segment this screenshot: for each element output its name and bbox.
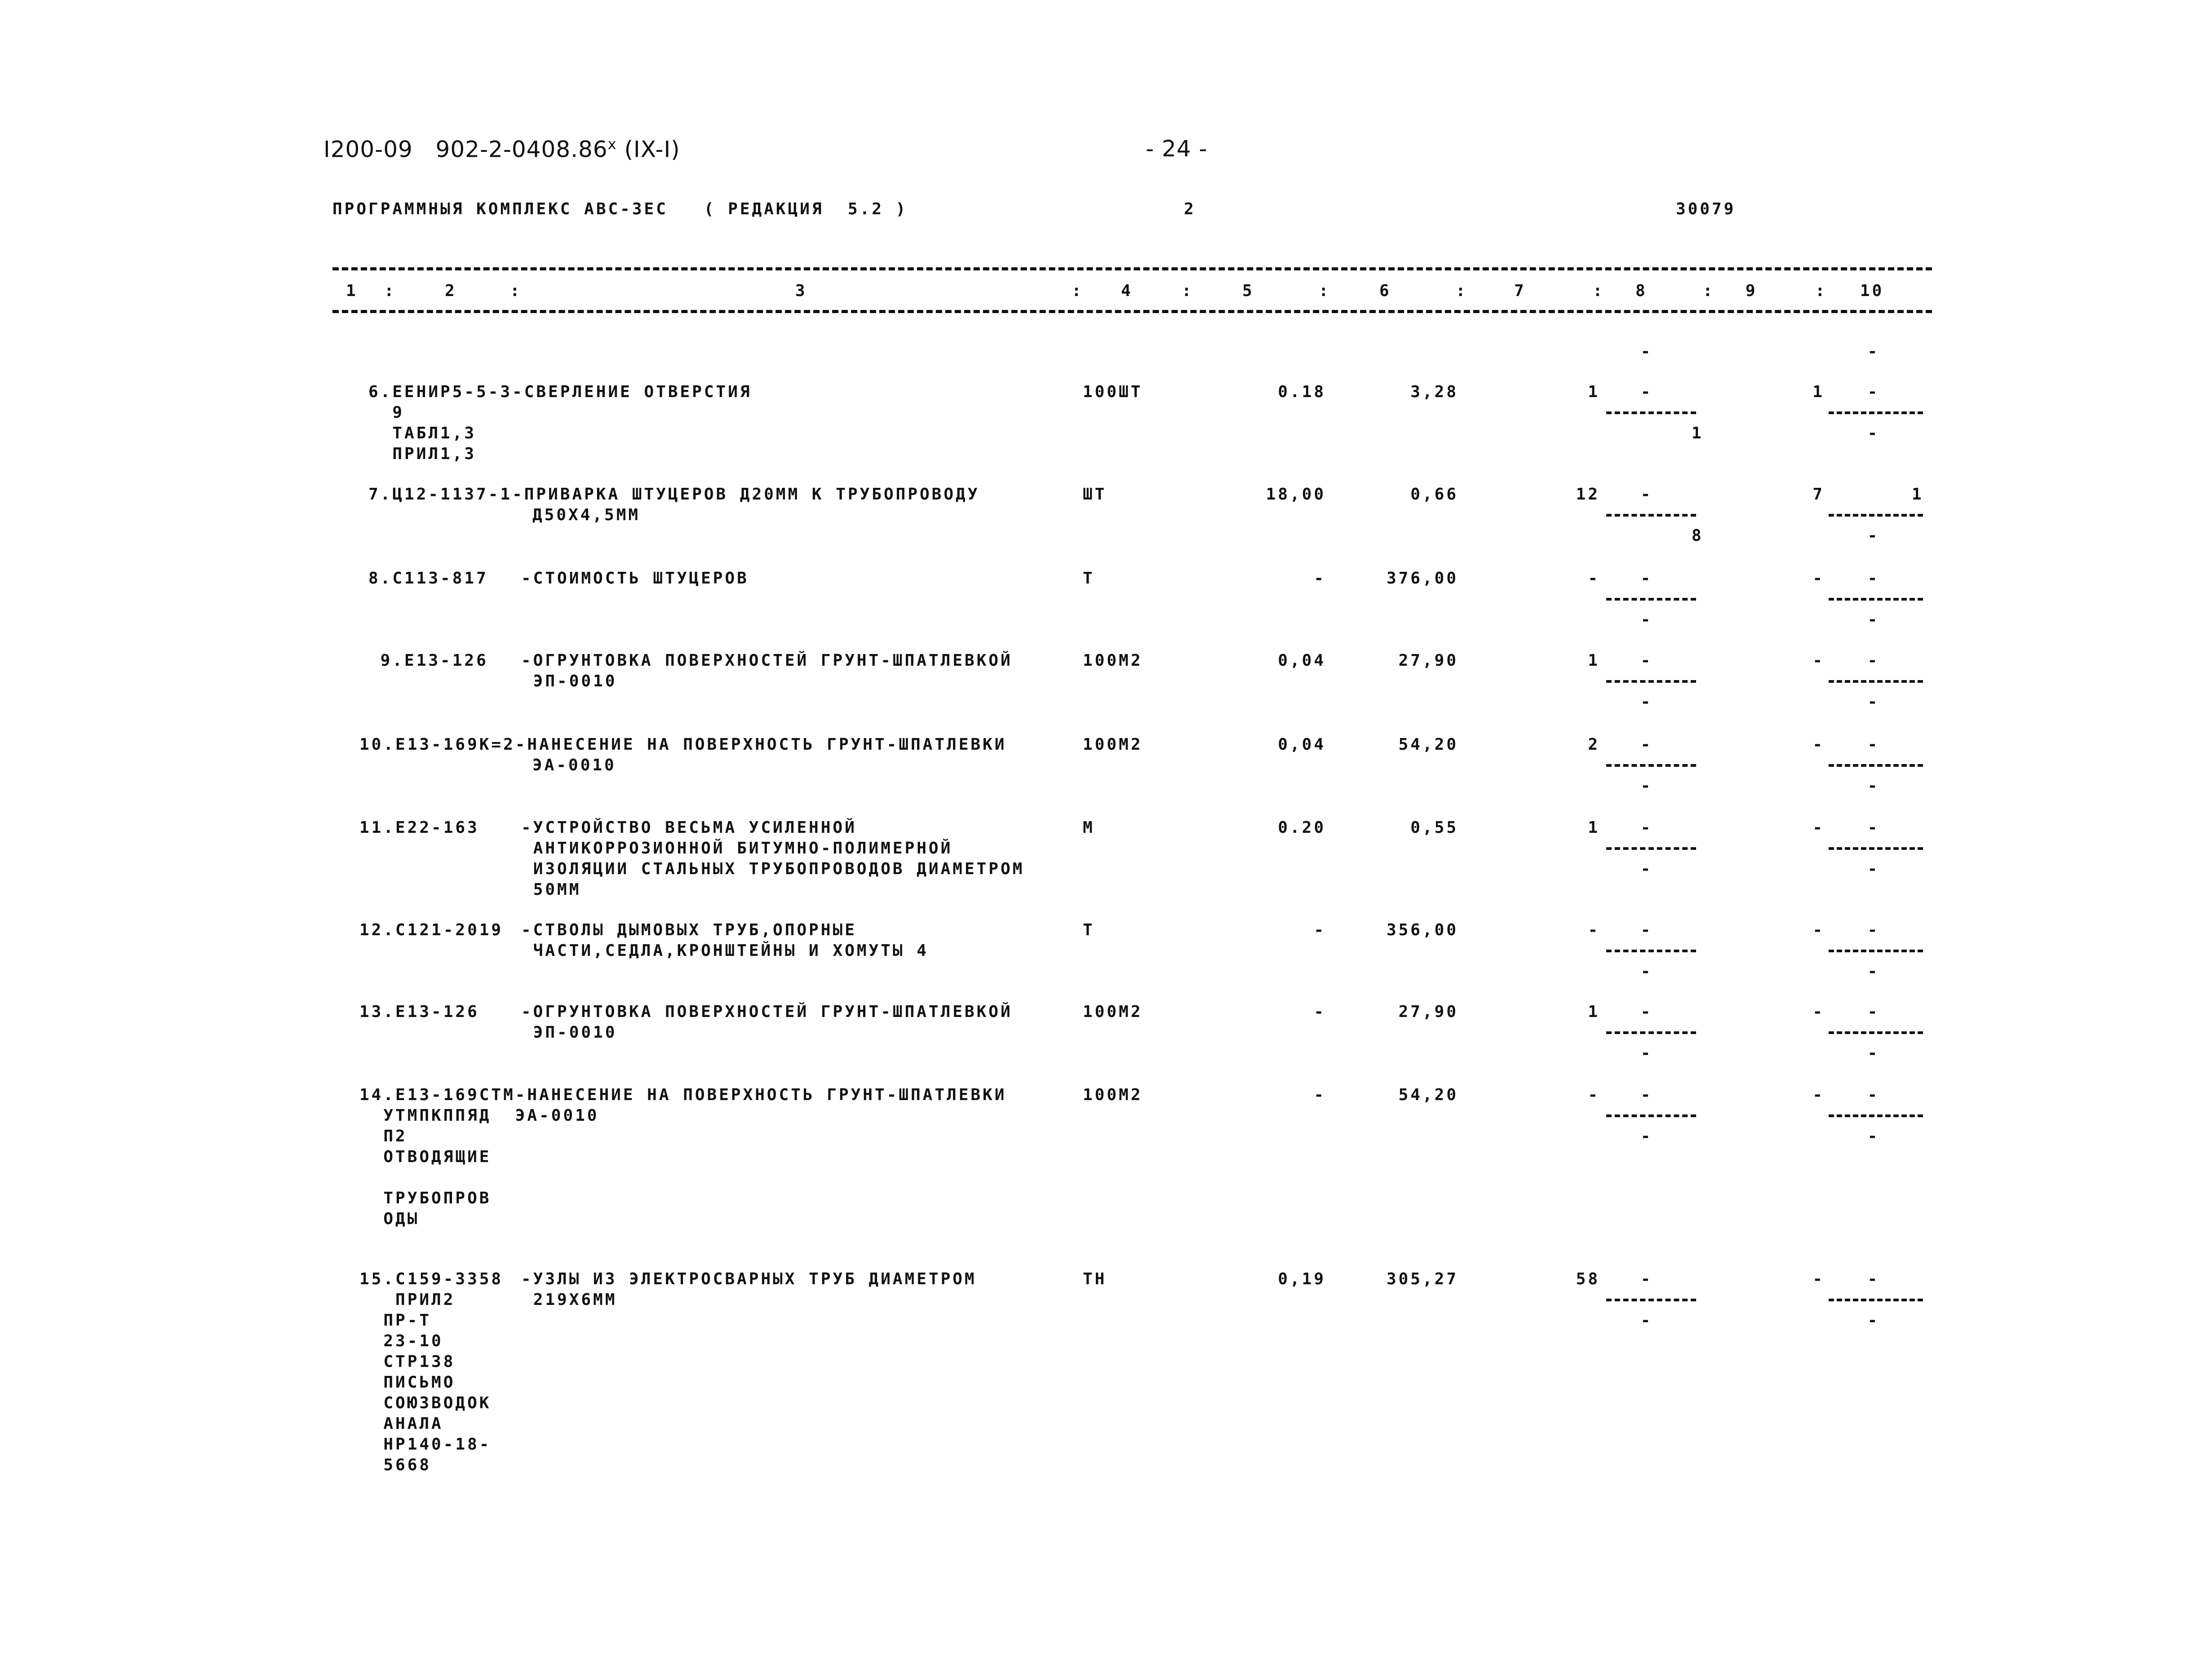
col-header-6: 6 bbox=[1379, 282, 1391, 300]
row-col7: 2 bbox=[1588, 735, 1600, 754]
row-col7: - bbox=[1588, 569, 1600, 588]
row-code: 7.Ц12-1137-1-ПРИВАРКА ШТУЦЕРОВ Д20ММ К ТРУБОПРОВОДУ bbox=[368, 485, 980, 504]
row-unit: М bbox=[1083, 818, 1095, 837]
row-col10-bottom: - bbox=[1867, 777, 1880, 795]
table-row bbox=[0, 818, 2193, 937]
row-col9: - bbox=[1812, 1003, 1825, 1021]
row-col8-top: - bbox=[1640, 1270, 1653, 1288]
row-col7: 1 bbox=[1588, 383, 1600, 401]
row-price: 3,28 bbox=[1410, 383, 1458, 401]
col-sep: : bbox=[1593, 282, 1605, 300]
row-col7: - bbox=[1588, 1086, 1600, 1104]
row-col10-top: 1 bbox=[1912, 485, 1924, 504]
row-quantity: 0,19 bbox=[1278, 1270, 1326, 1288]
col10-divider bbox=[1829, 1299, 1923, 1301]
row-col9: - bbox=[1812, 569, 1825, 588]
col-header-1: 1 bbox=[346, 282, 358, 300]
row-col8-bottom: - bbox=[1640, 1044, 1653, 1062]
program-title: ПРОГРАММНЫЯ КОМПЛЕКС АВС-ЗЕС ( РЕДАКЦИЯ 5.2 ) bbox=[332, 200, 908, 218]
row-price: 0,66 bbox=[1410, 485, 1458, 504]
table-row bbox=[0, 1085, 2193, 1228]
row-col8-bottom: - bbox=[1640, 693, 1653, 711]
doc-code: I200-09 902-2-0408.86$^x$ (IX-I) bbox=[323, 136, 680, 163]
row-unit: 100М2 bbox=[1083, 1086, 1143, 1104]
row-price: 27,90 bbox=[1398, 1003, 1458, 1021]
table-row bbox=[0, 1269, 2193, 1474]
row-col10-top: - bbox=[1867, 1270, 1880, 1288]
row-quantity: 0.18 bbox=[1278, 383, 1326, 401]
row-quantity: 0,04 bbox=[1278, 651, 1326, 670]
row-col8-bottom: 1 bbox=[1692, 424, 1704, 442]
row-description: -СТВОЛЫ ДЫМОВЫХ ТРУБ,ОПОРНЫЕ ЧАСТИ,СЕДЛА,КРОНШТЕЙНЫ И ХОМУТЫ 4 bbox=[521, 921, 929, 960]
sheet-number: 2 bbox=[1184, 200, 1196, 218]
row-description: -ОГРУНТОВКА ПОВЕРХНОСТЕЙ ГРУНТ-ШПАТЛЕВКОЙ ЭП-0010 bbox=[521, 1003, 1013, 1042]
col-header-9: 9 bbox=[1746, 282, 1758, 300]
col8-top-marker: - bbox=[1640, 342, 1653, 361]
col8-divider bbox=[1606, 950, 1696, 952]
col-header-5: 5 bbox=[1242, 282, 1254, 300]
table-top-rule bbox=[332, 267, 1932, 270]
page-number: - 24 - bbox=[1146, 136, 1208, 162]
row-col8-bottom: - bbox=[1640, 1127, 1653, 1145]
row-col10-bottom: - bbox=[1867, 1311, 1880, 1330]
row-unit: 100М2 bbox=[1083, 651, 1143, 670]
row-description: -ОГРУНТОВКА ПОВЕРХНОСТЕЙ ГРУНТ-ШПАТЛЕВКОЙ ЭП-0010 bbox=[521, 651, 1013, 690]
row-col10-top: - bbox=[1867, 818, 1880, 837]
row-unit: Т bbox=[1083, 921, 1095, 939]
col10-divider bbox=[1829, 764, 1923, 767]
col10-divider bbox=[1829, 950, 1923, 952]
col-sep: : bbox=[1182, 282, 1194, 300]
row-col10-bottom: - bbox=[1867, 693, 1880, 711]
row-price: 54,20 bbox=[1398, 735, 1458, 754]
col8-divider bbox=[1606, 1031, 1696, 1034]
row-code: 15.С159-3358 ПРИЛ2 ПР-Т 23-10 СТР138 ПИСЬМО СОЮЗВОДОК АНАЛА НР140-18- 5668 bbox=[359, 1270, 515, 1474]
row-col8-top: - bbox=[1640, 921, 1653, 939]
row-col8-bottom: - bbox=[1640, 610, 1653, 629]
row-unit: ШТ bbox=[1083, 485, 1107, 504]
row-col10-top: - bbox=[1867, 383, 1880, 401]
row-quantity: 0.20 bbox=[1278, 818, 1326, 837]
row-col8-top: - bbox=[1640, 485, 1653, 504]
row-col9: - bbox=[1812, 1270, 1825, 1288]
col10-top-marker: - bbox=[1867, 342, 1880, 361]
row-col10-top: - bbox=[1867, 651, 1880, 670]
row-col9: 1 bbox=[1812, 383, 1825, 401]
col8-divider bbox=[1606, 514, 1696, 517]
col-sep: : bbox=[1815, 282, 1827, 300]
row-col10-bottom: - bbox=[1867, 962, 1880, 981]
row-col9: - bbox=[1812, 735, 1825, 754]
row-col8-top: - bbox=[1640, 735, 1653, 754]
col-header-8: 8 bbox=[1635, 282, 1648, 300]
col-header-7: 7 bbox=[1514, 282, 1526, 300]
col-header-4: 4 bbox=[1121, 282, 1133, 300]
row-col10-top: - bbox=[1867, 735, 1880, 754]
col10-divider bbox=[1829, 411, 1923, 414]
row-col9: - bbox=[1812, 818, 1825, 837]
row-unit: 100М2 bbox=[1083, 735, 1143, 754]
row-description: -СТОИМОСТЬ ШТУЦЕРОВ bbox=[521, 569, 749, 588]
col10-divider bbox=[1829, 1114, 1923, 1117]
col8-divider bbox=[1606, 598, 1696, 601]
row-quantity: - bbox=[1314, 1086, 1326, 1104]
col-sep: : bbox=[1703, 282, 1715, 300]
col-header-2: 2 bbox=[445, 282, 457, 300]
doc-number: 30079 bbox=[1676, 200, 1736, 218]
row-col10-bottom: - bbox=[1867, 1044, 1880, 1062]
col8-divider bbox=[1606, 411, 1696, 414]
col-sep: : bbox=[1319, 282, 1331, 300]
row-code: 13.Е13-126 bbox=[359, 1003, 504, 1021]
row-col9: - bbox=[1812, 651, 1825, 670]
table-row bbox=[0, 382, 2193, 493]
row-col7: 12 bbox=[1576, 485, 1600, 504]
col8-divider bbox=[1606, 847, 1696, 850]
row-code: 8.С113-817 bbox=[368, 569, 513, 588]
row-col8-top: - bbox=[1640, 651, 1653, 670]
row-code: 6.ЕЕНИР5-5-3-СВЕРЛЕНИЕ ОТВЕРСТИЯ 9 ТАБЛ1,3 ПРИЛ1,3 bbox=[368, 383, 752, 463]
col10-divider bbox=[1829, 598, 1923, 601]
table-header-rule bbox=[332, 310, 1932, 313]
row-unit: Т bbox=[1083, 569, 1095, 588]
row-price: 0,55 bbox=[1410, 818, 1458, 837]
row-col8-top: - bbox=[1640, 818, 1653, 837]
row-code: 10.Е13-169К=2-НАНЕСЕНИЕ НА ПОВЕРХНОСТЬ ГРУНТ-ШПАТЛЕВКИ bbox=[359, 735, 1007, 754]
row-price: 54,20 bbox=[1398, 1086, 1458, 1104]
row-col8-bottom: - bbox=[1640, 777, 1653, 795]
row-unit: 100ШТ bbox=[1083, 383, 1143, 401]
row-code: 9.Е13-126 bbox=[368, 651, 513, 670]
row-col10-bottom: - bbox=[1867, 1127, 1880, 1145]
row-col10-top: - bbox=[1867, 921, 1880, 939]
col8-divider bbox=[1606, 1299, 1696, 1301]
row-col10-bottom: - bbox=[1867, 526, 1880, 545]
row-quantity: 0,04 bbox=[1278, 735, 1326, 754]
col8-divider bbox=[1606, 1114, 1696, 1117]
row-col7: 58 bbox=[1576, 1270, 1600, 1288]
col-header-3: 3 bbox=[795, 282, 807, 300]
row-code: 11.Е22-163 bbox=[359, 818, 504, 837]
col10-divider bbox=[1829, 847, 1923, 850]
row-col10-top: - bbox=[1867, 1086, 1880, 1104]
row-col10-bottom: - bbox=[1867, 860, 1880, 878]
row-col9: - bbox=[1812, 921, 1825, 939]
col8-divider bbox=[1606, 680, 1696, 683]
row-col8-bottom: - bbox=[1640, 962, 1653, 981]
row-description: -УЗЛЫ ИЗ ЭЛЕКТРОСВАРНЫХ ТРУБ ДИАМЕТРОМ 219Х6ММ bbox=[521, 1270, 977, 1309]
row-col8-bottom: 8 bbox=[1692, 526, 1704, 545]
row-col8-bottom: - bbox=[1640, 860, 1653, 878]
row-col7: 1 bbox=[1588, 651, 1600, 670]
row-unit: 100М2 bbox=[1083, 1003, 1143, 1021]
row-code: 14.Е13-169СТМ-НАНЕСЕНИЕ НА ПОВЕРХНОСТЬ ГРУНТ-ШПАТЛЕВКИ УТМПКППЯД ЭА-0010 П2 ОТВОДЯЩИЕ ТРУБОПРОВ ОДЫ bbox=[359, 1086, 1007, 1228]
col8-divider bbox=[1606, 764, 1696, 767]
row-price: 305,27 bbox=[1386, 1270, 1458, 1288]
row-description: -УСТРОЙСТВО ВЕСЬМА УСИЛЕННОЙ АНТИКОРРОЗИОННОЙ БИТУМНО-ПОЛИМЕРНОЙ ИЗОЛЯЦИИ СТАЛЬНЫХ ТРУБОПРОВОДОВ ДИАМЕТРОМ 50ММ bbox=[521, 818, 1025, 899]
row-quantity: - bbox=[1314, 569, 1326, 588]
col10-divider bbox=[1829, 680, 1923, 683]
row-col9: 7 bbox=[1812, 485, 1825, 504]
row-col10-bottom: - bbox=[1867, 610, 1880, 629]
row-col10-bottom: - bbox=[1867, 424, 1880, 442]
col-sep: : bbox=[1072, 282, 1084, 300]
row-col10-top: - bbox=[1867, 1003, 1880, 1021]
row-col8-top: - bbox=[1640, 569, 1653, 588]
row-description: Д50Х4,5ММ bbox=[532, 506, 641, 524]
row-price: 376,00 bbox=[1386, 569, 1458, 588]
row-price: 356,00 bbox=[1386, 921, 1458, 939]
col10-divider bbox=[1829, 514, 1923, 517]
col-sep: : bbox=[1456, 282, 1468, 300]
row-col8-top: - bbox=[1640, 383, 1653, 401]
row-code: 12.С121-2019 bbox=[359, 921, 515, 939]
row-quantity: - bbox=[1314, 1003, 1326, 1021]
row-quantity: - bbox=[1314, 921, 1326, 939]
col-header-10: 10 bbox=[1860, 282, 1884, 300]
col-sep: : bbox=[510, 282, 522, 300]
row-col7: - bbox=[1588, 921, 1600, 939]
row-description: ЭА-0010 bbox=[532, 756, 616, 774]
col-sep: : bbox=[384, 282, 396, 300]
row-col9: - bbox=[1812, 1086, 1825, 1104]
row-col10-top: - bbox=[1867, 569, 1880, 588]
row-col8-bottom: - bbox=[1640, 1311, 1653, 1330]
row-col7: 1 bbox=[1588, 818, 1600, 837]
row-unit: ТН bbox=[1083, 1270, 1107, 1288]
row-price: 27,90 bbox=[1398, 651, 1458, 670]
row-quantity: 18,00 bbox=[1266, 485, 1326, 504]
row-col8-top: - bbox=[1640, 1086, 1653, 1104]
row-col8-top: - bbox=[1640, 1003, 1653, 1021]
col10-divider bbox=[1829, 1031, 1923, 1034]
row-col7: 1 bbox=[1588, 1003, 1600, 1021]
